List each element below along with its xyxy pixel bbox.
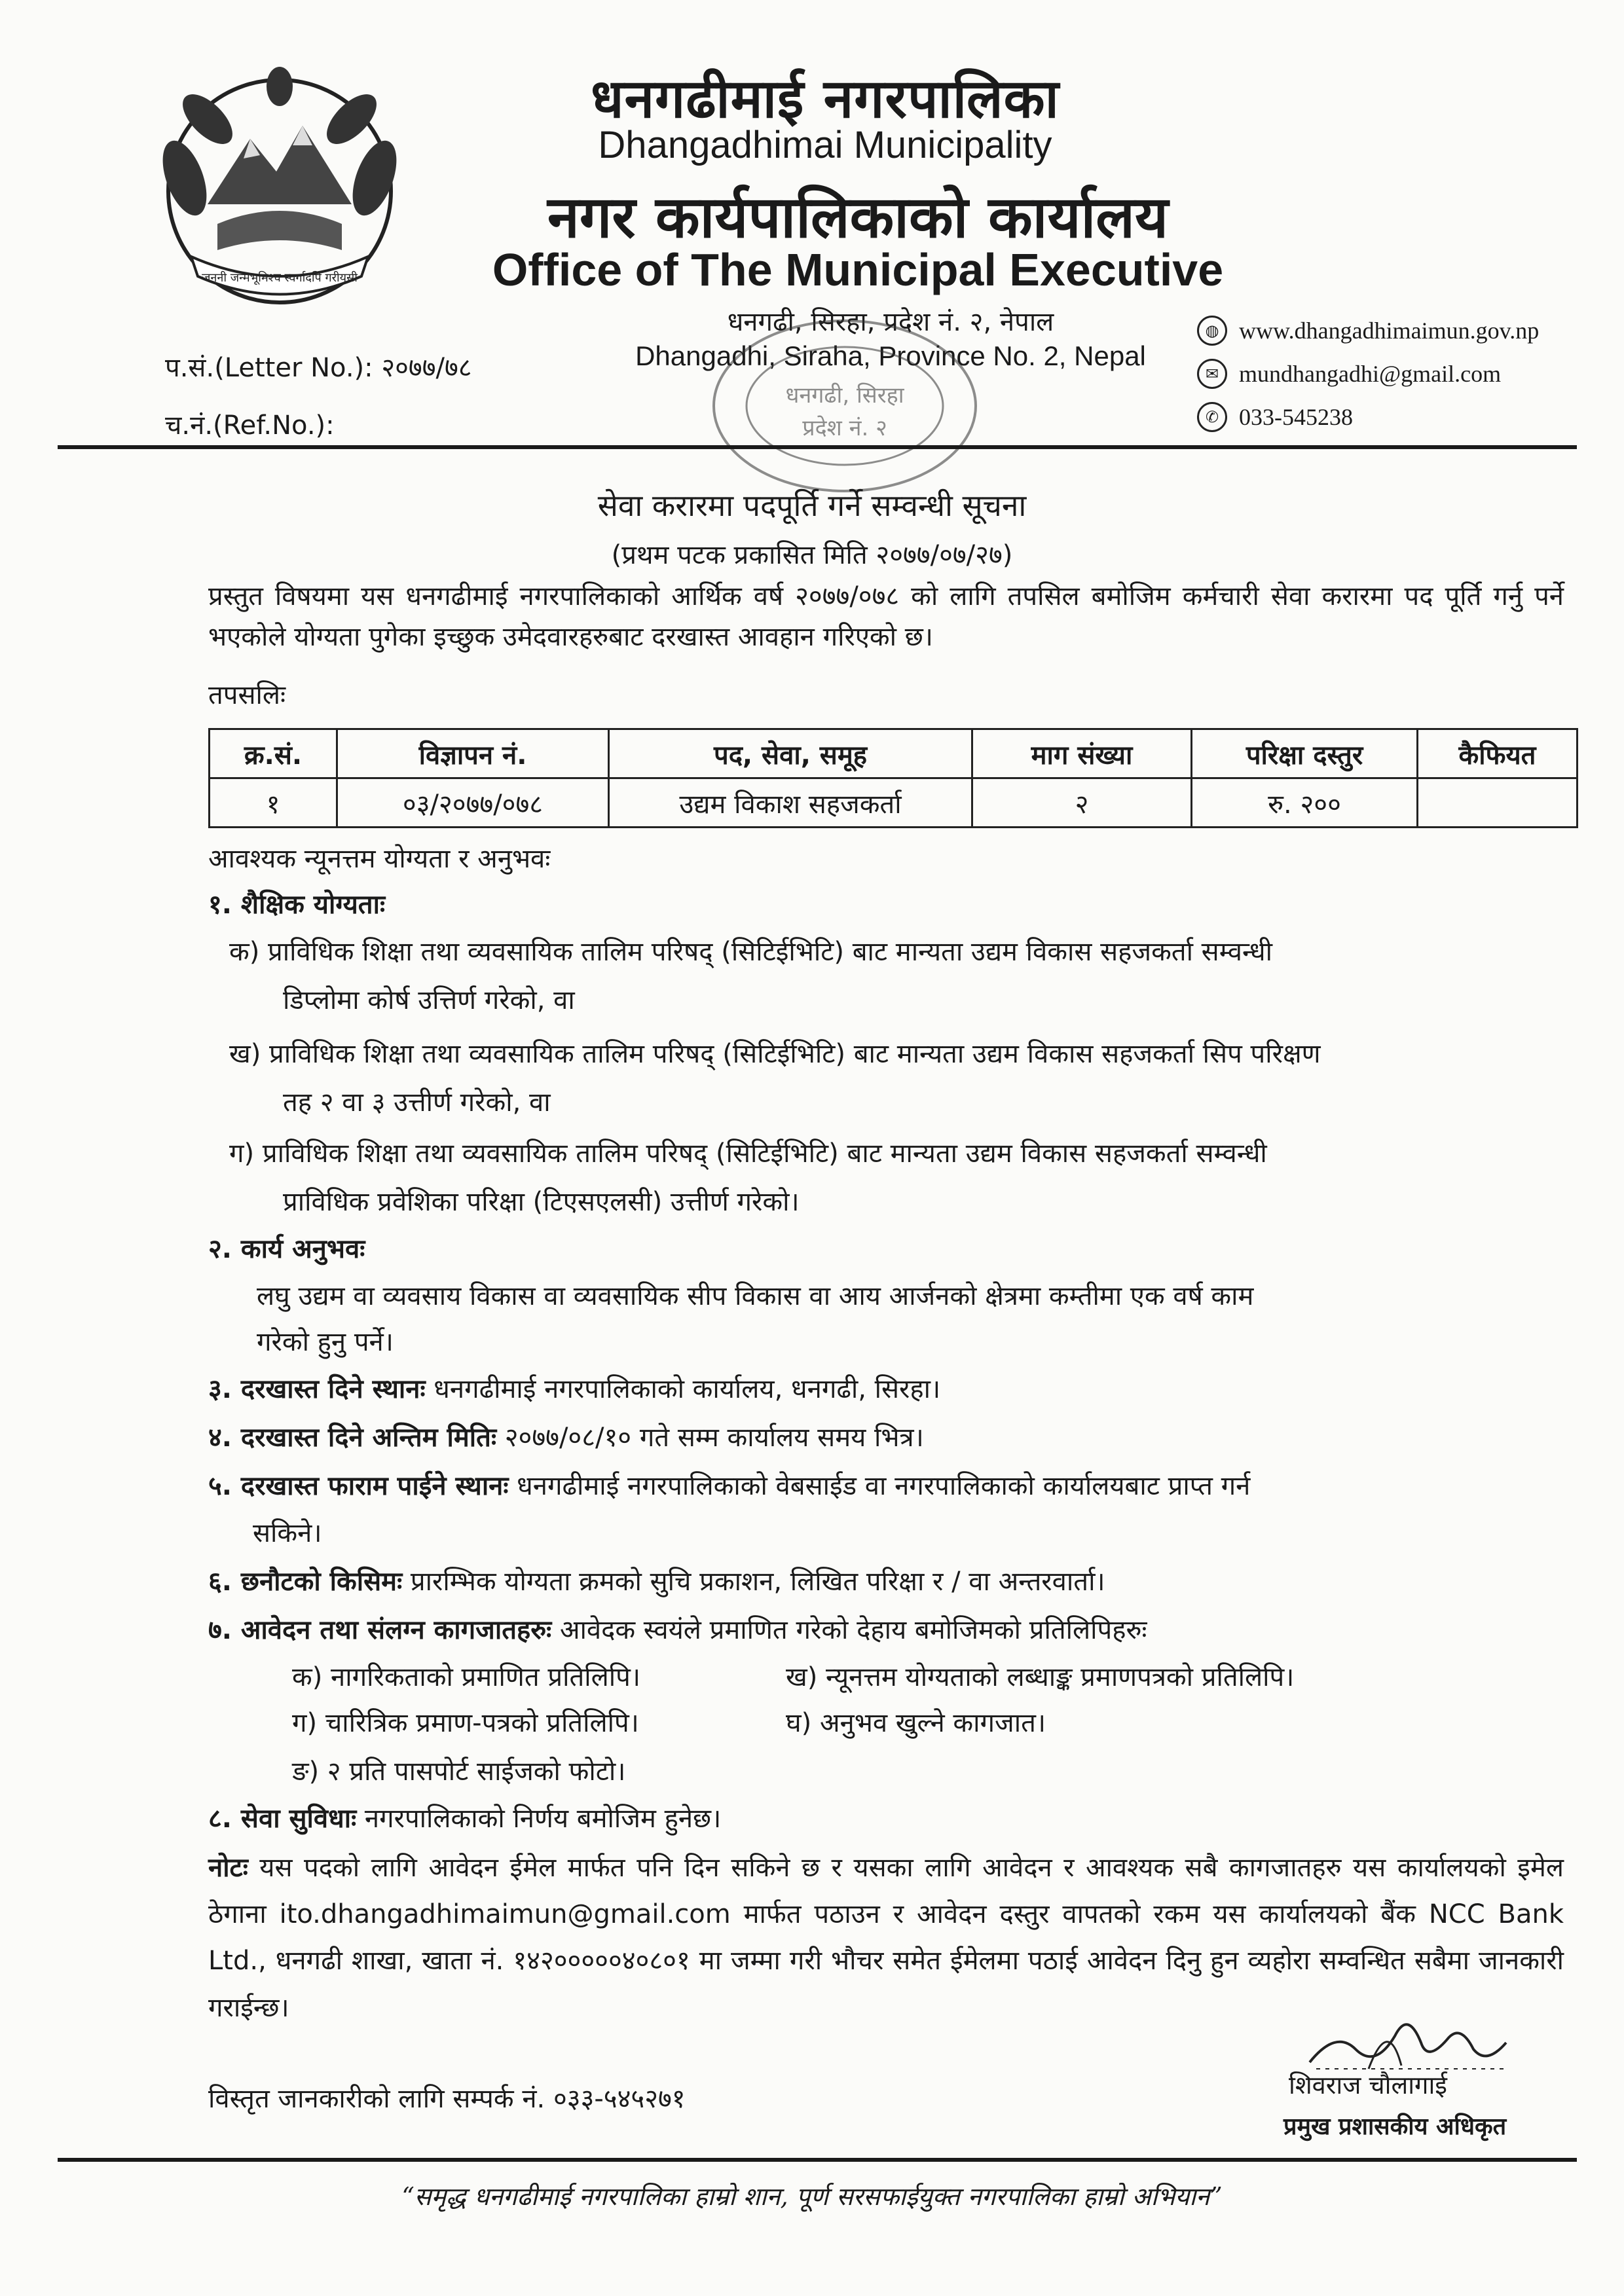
letter-number: प.सं.(Letter No.): २०७७/७८ — [165, 353, 472, 383]
phone-text: 033-545238 — [1239, 404, 1353, 430]
required-documents — [208, 1609, 1564, 1651]
table-header: कैफियत — [1418, 729, 1578, 778]
experience-heading-text: २. कार्य अनुभवः — [208, 1234, 365, 1264]
selection-method-value: प्रारम्भिक योग्यता क्रमको सुचि प्रकाशन, लिखित परिक्षा र / वा अन्तरवार्ता। — [402, 1567, 1105, 1597]
table-cell — [1418, 778, 1578, 828]
education-item-kha-cont: तह २ वा ३ उत्तीर्ण गरेको, वा — [283, 1087, 551, 1118]
service-benefits — [208, 1798, 1564, 1840]
office-name-nepali: नगर कार्यपालिकाको कार्यालय — [547, 183, 1168, 251]
education-item-kha: ख) प्राविधिक शिक्षा तथा व्यवसायिक तालिम परिषद् (सिटिईभिटि) बाट मान्यता उद्यम विकास सहजकर्ता सिप परिक्षण — [229, 1039, 1321, 1069]
tapasil-label: तपसलिः — [208, 680, 286, 710]
document-item-kha: ख) न्यूनत्तम योग्यताको लब्धाङ्क प्रमाणपत्रको प्रतिलिपि। — [786, 1662, 1295, 1692]
form-location-label: ५. दरखास्त फाराम पाईने स्थानः — [208, 1471, 509, 1501]
table-header: क्र.सं. — [210, 729, 337, 778]
email-contact — [1197, 359, 1501, 389]
application-deadline-label: ४. दरखास्त दिने अन्तिम मितिः — [208, 1423, 497, 1453]
table-header: विज्ञापन नं. — [337, 729, 609, 778]
globe-icon: ◍ — [1197, 316, 1227, 346]
notice-subtitle: (प्रथम पटक प्रकासित मिति २०७७/०७/२७) — [611, 540, 1013, 570]
vacancy-table — [208, 728, 1578, 828]
application-deadline-value: २०७७/०८/१० गते सम्म कार्यालय समय भित्र। — [496, 1423, 924, 1453]
education-item-ka: क) प्राविधिक शिक्षा तथा व्यवसायिक तालिम परिषद् (सिटिईभिटि) बाट मान्यता उद्यम विकास सहजकर्ता सम्वन्धी — [229, 937, 1272, 967]
education-item-ga-cont: प्राविधिक प्रवेशिका परिक्षा (टिएसएलसी) उत्तीर्ण गरेको। — [283, 1187, 800, 1217]
table-cell: उद्यम विकाश सहजकर्ता — [609, 778, 972, 828]
selection-method — [208, 1561, 1564, 1603]
note-text: यस पदको लागि आवेदन ईमेल मार्फत पनि दिन सकिने छ र यसका लागि आवेदन र आवश्यक सबै कागजातहरु यस कार्यालयको इमेल ठेगाना ito.dhangadhimaimun@gmail.com मार्फत पठाउन र आवेदन दस्तुर वापतको रकम यस कार्यालयको बैंक NCC Bank Ltd., धनगढी शाखा, खाता नं. १४२०००००४०८०१ मा जम्मा गरी भौचर समेत ईमेलमा पठाई आवेदन दिनु हुन व्यहोरा सम्वन्धित सबैमा जानकारी गराईन्छ। — [208, 1853, 1564, 2023]
notice-title: सेवा करारमा पदपूर्ति गर्ने सम्वन्धी सूचना — [597, 488, 1027, 523]
document-item-ga: ग) चारित्रिक प्रमाण-पत्रको प्रतिलिपि। — [292, 1708, 639, 1738]
selection-method-label: ६. छनौटको किसिमः — [208, 1567, 403, 1597]
footer-slogan: “समृद्ध धनगढीमाई नगरपालिका हाम्रो शान, पूर्ण सरसफाईयुक्त नगरपालिका हाम्रो अभियान” — [401, 2182, 1223, 2211]
table-cell: ०३/२०७७/०७८ — [337, 778, 609, 828]
education-heading-text: १. शैक्षिक योग्यताः — [208, 890, 386, 920]
experience-heading — [208, 1228, 1564, 1270]
notice-intro: प्रस्तुत विषयमा यस धनगढीमाई नगरपालिकाको आर्थिक वर्ष २०७७/०७८ को लागि तपसिल बमोजिम कर्मचारी सेवा करारमा पद पूर्ति गर्नु पर्ने भएकोले योग्यता पुगेका इच्छुक उमेदवारहरुबाट दरखास्त आवहान गरिएको छ। — [208, 581, 1564, 652]
application-place-label: ३. दरखास्त दिने स्थानः — [208, 1374, 426, 1404]
required-documents-value: आवेदक स्वयंले प्रमाणित गरेको देहाय बमोजिमको प्रतिलिपिहरुः — [551, 1615, 1147, 1645]
table-cell: २ — [972, 778, 1192, 828]
application-place-value: धनगढीमाई नगरपालिकाको कार्यालय, धनगढी, सिरहा। — [425, 1374, 941, 1404]
table-cell: रु. २०० — [1192, 778, 1418, 828]
website-contact — [1197, 316, 1539, 346]
phone-contact — [1197, 402, 1353, 432]
experience-text-cont: गरेको हुनु पर्ने। — [257, 1327, 394, 1357]
phone-icon: ✆ — [1197, 402, 1227, 432]
table-header: पद, सेवा, समूह — [609, 729, 972, 778]
svg-text:धनगढी, सिरहा: धनगढी, सिरहा — [785, 382, 904, 409]
office-stamp — [694, 308, 995, 504]
signatory-title: प्रमुख प्रशासकीय अधिकृत — [1283, 2113, 1507, 2140]
document-item-nga: ङ) २ प्रति पासपोर्ट साईजको फोटो। — [292, 1757, 626, 1787]
svg-text:जननी जन्मभूमिश्च स्वर्गादपि गर: जननी जन्मभूमिश्च स्वर्गादपि गरीयसी — [202, 271, 358, 285]
education-heading — [208, 884, 1564, 926]
address-english: Dhangadhi, Siraha, Province No. 2, Nepal — [635, 340, 1146, 371]
footer-divider — [58, 2158, 1577, 2162]
office-name-english: Office of The Municipal Executive — [492, 244, 1224, 295]
email-text: mundhangadhi@gmail.com — [1239, 361, 1502, 387]
service-benefits-label: ८. सेवा सुविधाः — [208, 1804, 357, 1834]
table-cell: १ — [210, 778, 337, 828]
education-item-ka-cont: डिप्लोमा कोर्ष उत्तिर्ण गरेको, वा — [283, 985, 575, 1015]
signatory-name: शिवराज चौलागाई — [1289, 2071, 1447, 2100]
table-header: माग संख्या — [972, 729, 1192, 778]
municipality-name-english: Dhangadhimai Municipality — [598, 124, 1052, 166]
form-location — [208, 1465, 1564, 1507]
header-divider — [58, 445, 1577, 449]
nepal-emblem-logo — [145, 60, 414, 316]
document-item-ka: क) नागरिकताको प्रमाणित प्रतिलिपि। — [292, 1662, 640, 1692]
address-nepali: धनगढी, सिरहा, प्रदेश नं. २, नेपाल — [727, 307, 1054, 337]
svg-text:प्रदेश नं. २: प्रदेश नं. २ — [802, 415, 887, 441]
form-location-value: धनगढीमाई नगरपालिकाको वेबसाईड वा नगरपालिकाको कार्यालयबाट प्राप्त गर्न — [508, 1471, 1251, 1501]
website-text: www.dhangadhimaimun.gov.np — [1239, 318, 1540, 344]
note-label: नोटः — [208, 1853, 248, 1883]
service-benefits-value: नगरपालिकाको निर्णय बमोजिम हुनेछ। — [356, 1804, 722, 1834]
table-header: परिक्षा दस्तुर — [1192, 729, 1418, 778]
required-documents-label: ७. आवेदन तथा संलग्न कागजातहरुः — [208, 1615, 552, 1645]
application-place — [208, 1368, 1564, 1410]
requirements-heading: आवश्यक न्यूनत्तम योग्यता र अनुभवः — [208, 844, 551, 874]
table-header-row — [210, 729, 1578, 778]
experience-text: लघु उद्यम वा व्यवसाय विकास वा व्यवसायिक सीप विकास वा आय आर्जनको क्षेत्रमा कम्तीमा एक वर्ष काम — [257, 1281, 1254, 1311]
document-item-gha: घ) अनुभव खुल्ने कागजात। — [786, 1708, 1046, 1738]
education-item-ga: ग) प्राविधिक शिक्षा तथा व्यवसायिक तालिम परिषद् (सिटिईभिटि) बाट मान्यता उद्यम विकास सहजकर्ता सम्वन्धी — [229, 1139, 1267, 1169]
form-location-cont: सकिने। — [253, 1518, 322, 1548]
table-row — [210, 778, 1578, 828]
contact-info-line: विस्तृत जानकारीको लागि सम्पर्क नं. ०३३-५४५२७१ — [208, 2084, 686, 2114]
reference-number: च.नं.(Ref.No.): — [165, 410, 335, 441]
municipality-name-nepali: धनगढीमाई नगरपालिका — [591, 68, 1060, 130]
application-deadline — [208, 1417, 1564, 1459]
envelope-icon: ✉ — [1197, 359, 1227, 389]
